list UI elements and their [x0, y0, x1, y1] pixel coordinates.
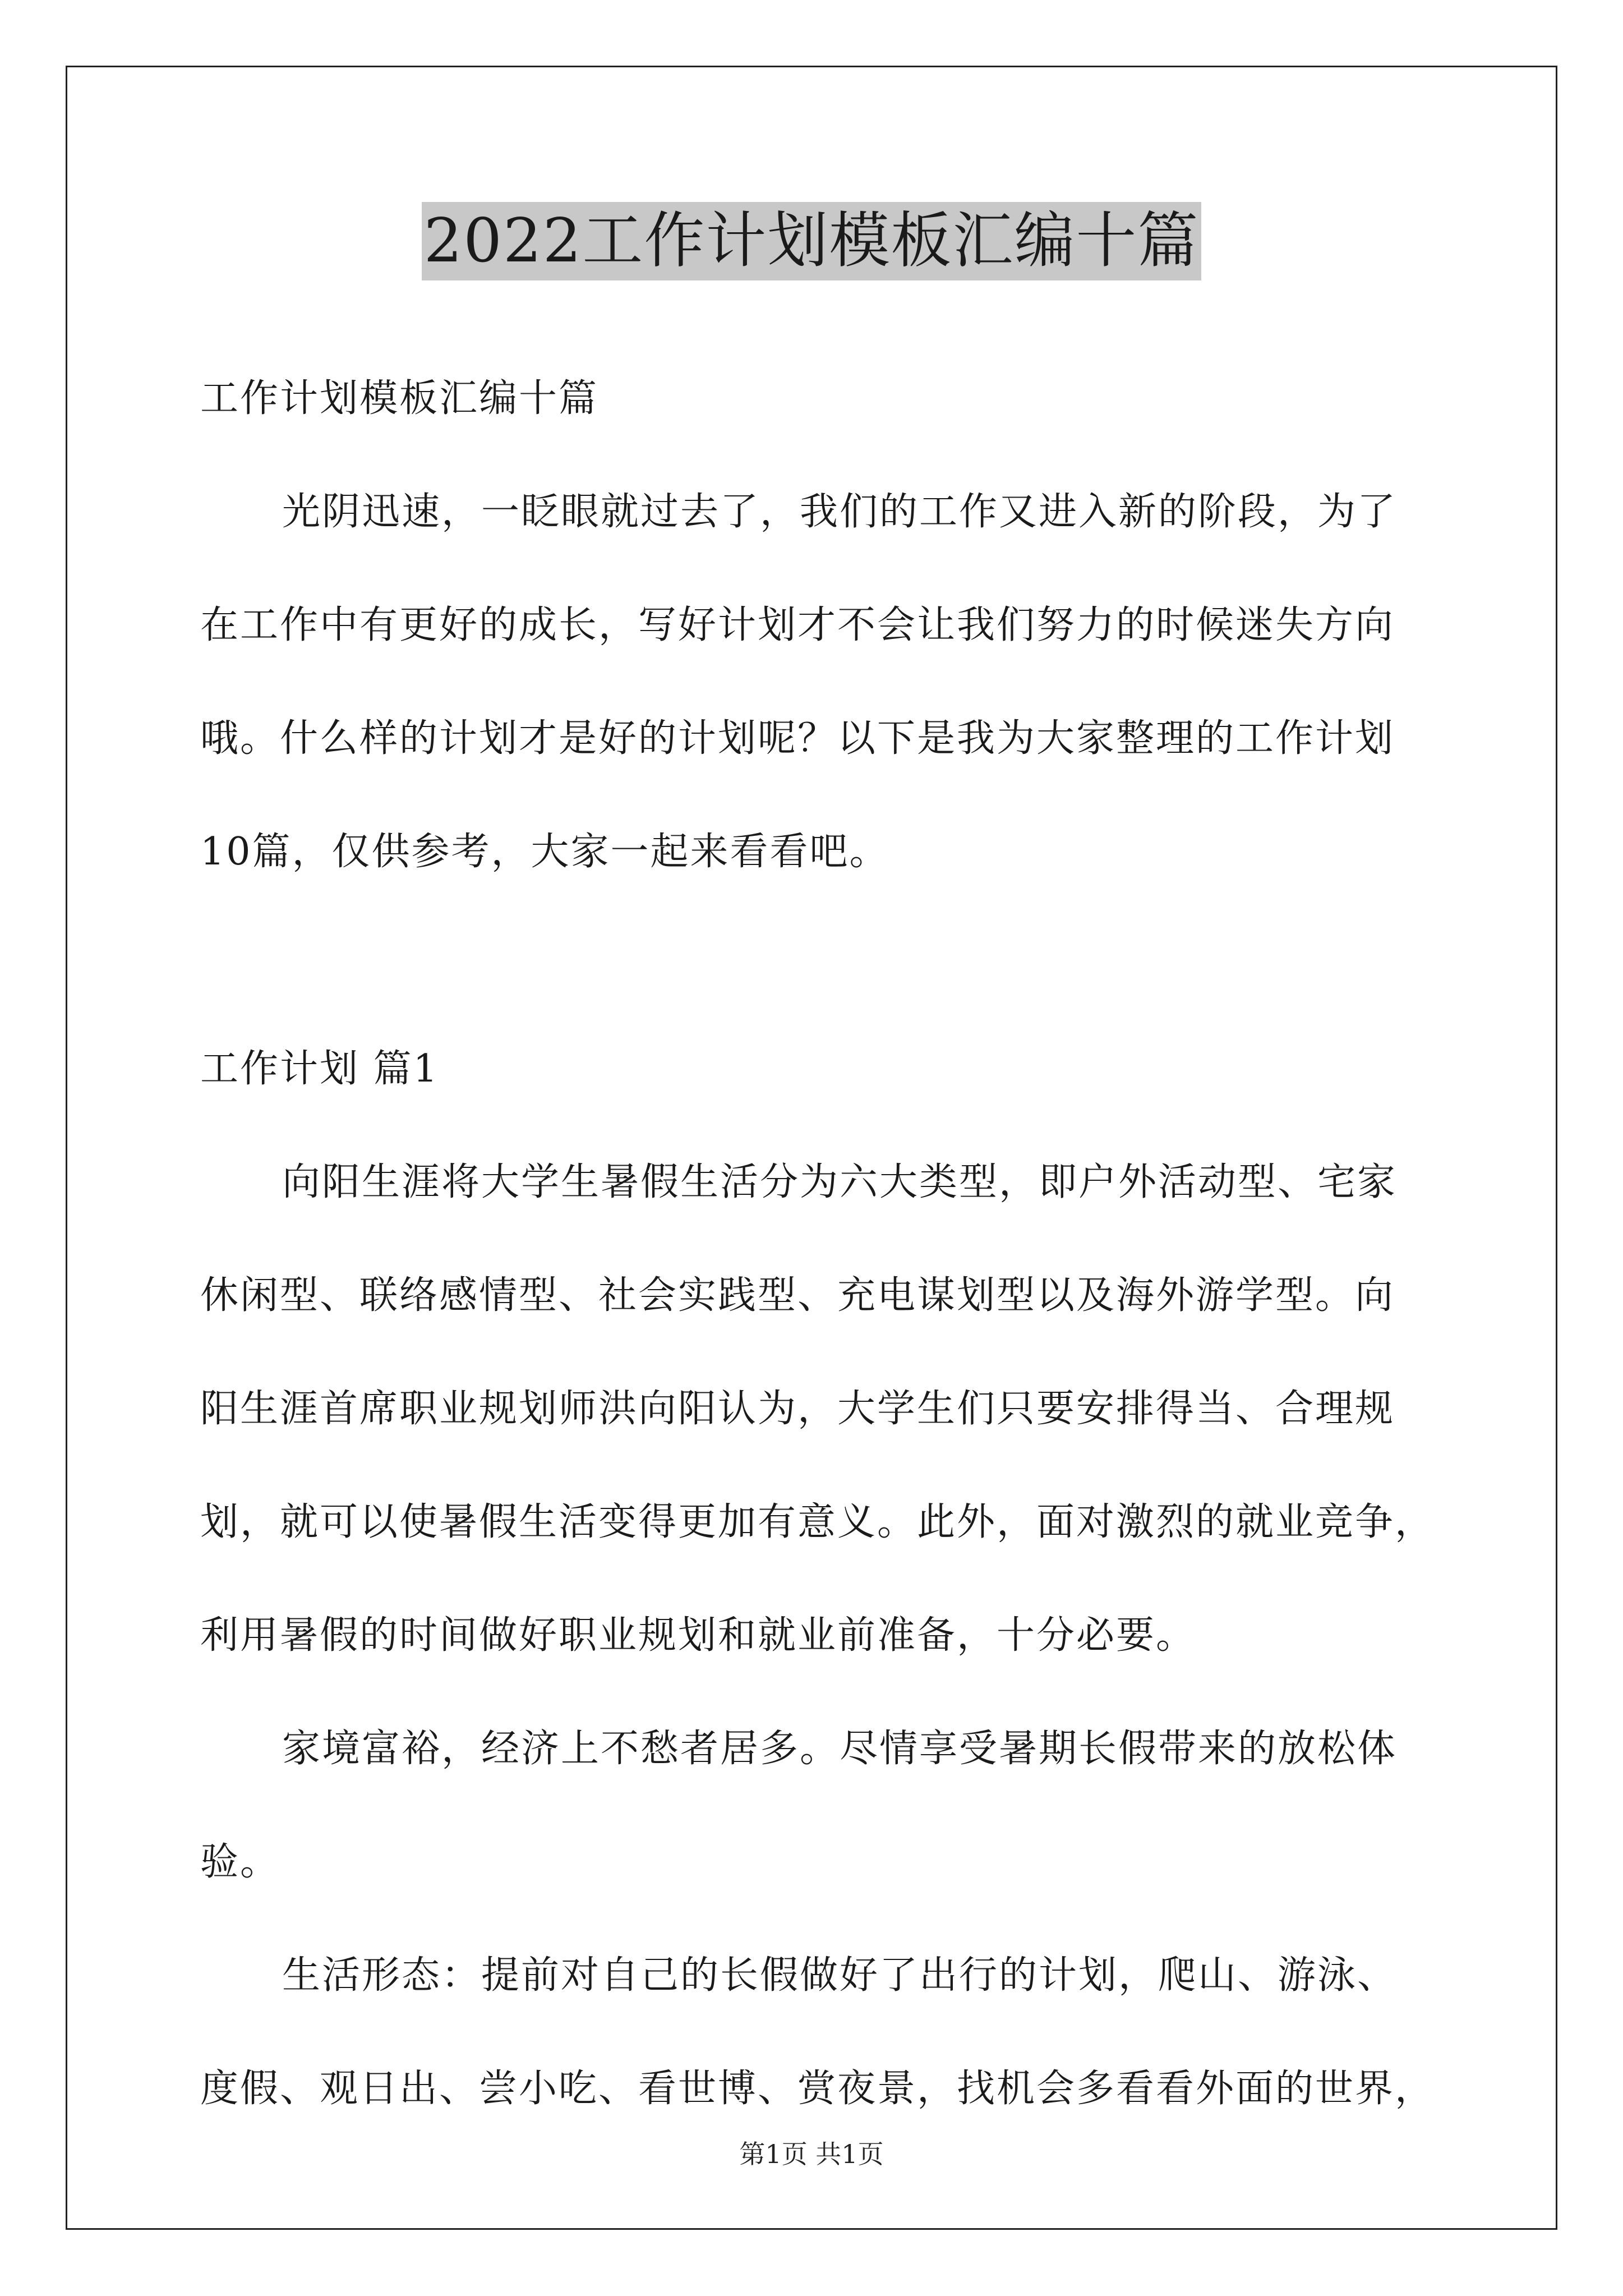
para1-line-5: 利用暑假的时间做好职业规划和就业前准备，十分必要。 — [200, 1613, 1196, 1658]
document-body — [200, 342, 1435, 2146]
intro-line-4: 10篇，仅供参考，大家一起来看看吧。 — [200, 830, 889, 874]
para1-line-1: 向阳生涯将大学生暑假生活分为六大类型，即户外活动型、宅家 — [282, 1160, 1398, 1204]
document-title-block — [0, 202, 1623, 280]
page-footer: 第1页 共1页 — [739, 2139, 884, 2169]
para3-line-1: 生活形态：提前对自己的长假做好了出行的计划，爬山、游泳、 — [282, 1953, 1398, 1998]
para3-line-2: 度假、观日出、尝小吃、看世博、赏夜景，找机会多看看外面的世界， — [200, 2067, 1435, 2111]
para2-line-1: 家境富裕，经济上不愁者居多。尽情享受暑期长假带来的放松体 — [282, 1727, 1398, 1771]
para1-line-4: 划，就可以使暑假生活变得更加有意义。此外，面对激烈的就业竞争， — [200, 1500, 1435, 1544]
para1-line-3: 阳生涯首席职业规划师洪向阳认为，大学生们只要安排得当、合理规 — [200, 1387, 1395, 1431]
intro-line-3: 哦。什么样的计划才是好的计划呢？以下是我为大家整理的工作计划 — [200, 716, 1395, 761]
para2-line-2: 验。 — [200, 1840, 280, 1884]
section-gap — [200, 909, 1432, 1013]
section-heading: 工作计划 篇1 — [200, 1047, 439, 1091]
document-title: 2022工作计划模板汇编十篇 — [422, 202, 1202, 280]
intro-line-1: 光阴迅速，一眨眼就过去了，我们的工作又进入新的阶段，为了 — [282, 490, 1398, 534]
para1-line-2: 休闲型、联络感情型、社会实践型、充电谋划型以及海外游学型。向 — [200, 1273, 1395, 1318]
intro-heading: 工作计划模板汇编十篇 — [200, 376, 599, 421]
intro-line-2: 在工作中有更好的成长，写好计划才不会让我们努力的时候迷失方向 — [200, 603, 1395, 647]
